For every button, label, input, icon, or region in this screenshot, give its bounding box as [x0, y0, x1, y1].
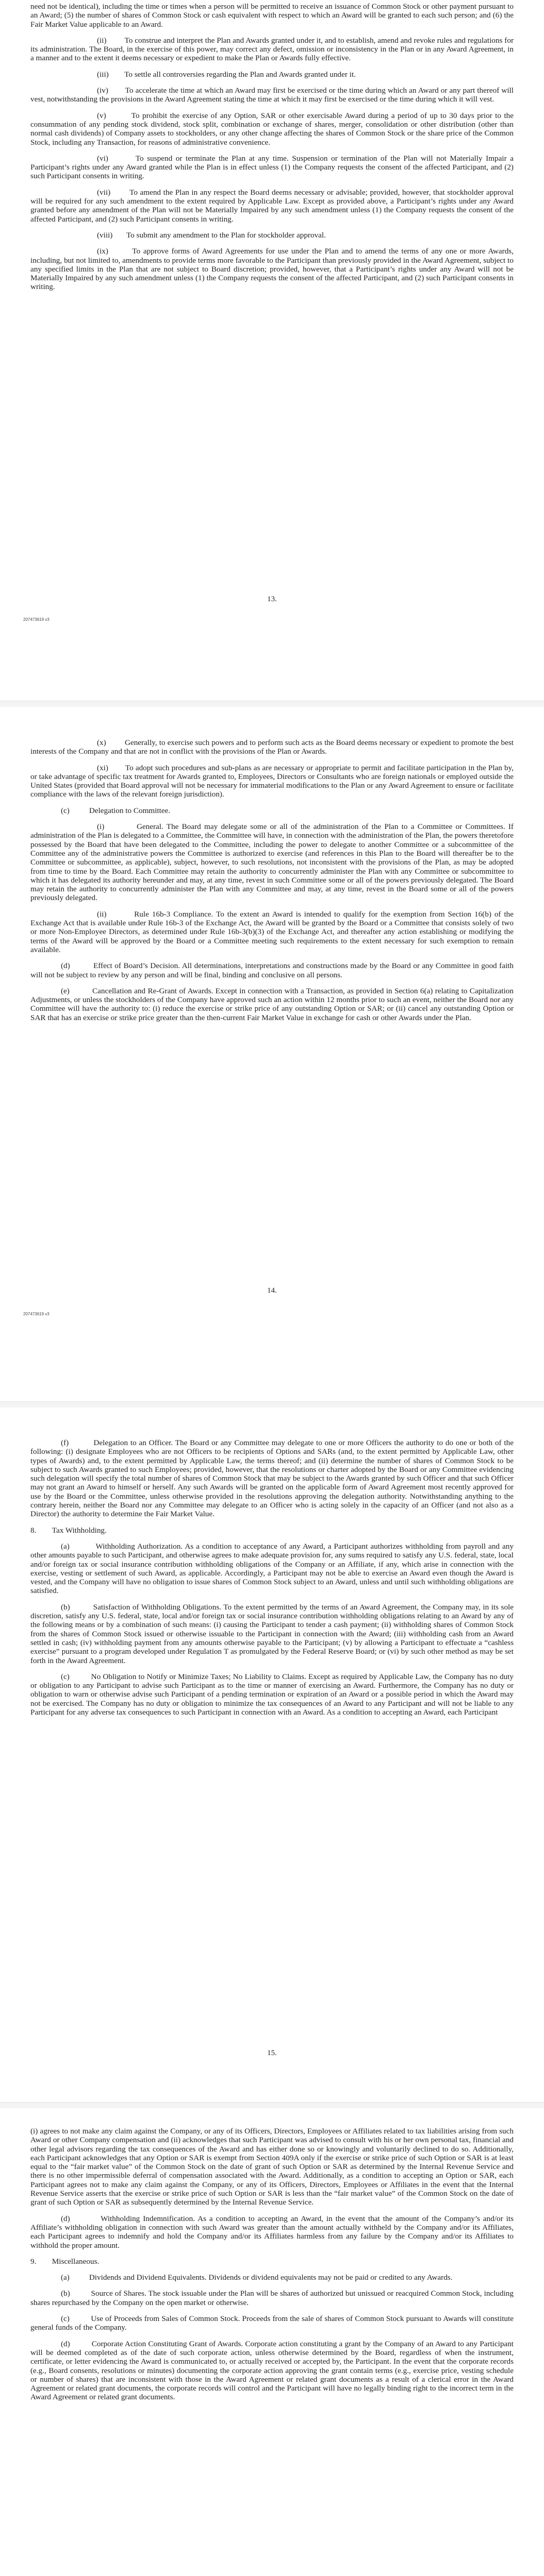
- paragraph: 8. Tax Withholding.: [30, 1526, 107, 1535]
- paragraph: (d) Effect of Board’s Decision. All determinations, interpretations and constructions made by the Board or any Committee in good faith will not be subject to review by any person and will be final, binding and conclusive on all persons.: [30, 961, 514, 979]
- paragraph: (ii) To construe and interpret the Plan and Awards granted under it, and to establish, amend and revoke rules and regulations for its administration. The Board, in the exercise of this power, may correct any defect, omission or inconsistency in the Plan or in any Award Agreement, in a manner and to the extent it deems necessary or expedient to make the Plan or Awards fully effective.: [30, 36, 514, 63]
- paragraph: (v) To prohibit the exercise of any Option, SAR or other exercisable Award during a period of up to 30 days prior to the consummation of any pending stock dividend, stock split, combination or exchange of shares, merger, consolidation or other distribution (other than normal cash dividends) of Company assets to stockholders, or any other change affecting the shares of Common Stock or the share price of the Common Stock, including any Transaction, for reasons of administrative convenience.: [30, 111, 514, 147]
- document-id: 207473619 v3: [23, 617, 50, 622]
- paragraph: (d) Corporate Action Constituting Grant of Awards. Corporate action constituting a grant by the Company of an Award to any Participant will be deemed completed as of the date of such corporate action, unless otherwise determined by the Board, regardless of when the instrument, certificate, or letter evidencing the Award is communicated to, or actually received or accepted by, the Participant. In the event that the corporate records (e.g., Board consents, resolutions or minutes) documenting the corporate action approving the grant contain terms (e.g., exercise price, vesting schedule or number of shares) that are inconsistent with those in the Award Agreement or related grant documents as a result of a clerical error in the Award Agreement or related grant documents, the corporate records will control and the Participant will have no legally binding right to the incorrect term in the Award Agreement or related grant documents.: [30, 2339, 514, 2402]
- paragraph: (c) Use of Proceeds from Sales of Common Stock. Proceeds from the sale of shares of Common Stock pursuant to Awards will constitute general funds of the Company.: [30, 2314, 514, 2332]
- paragraph: (b) Source of Shares. The stock issuable under the Plan will be shares of authorized but unissued or reacquired Common Stock, including shares repurchased by the Company on the open market or otherwise.: [30, 2289, 514, 2307]
- paragraph: 9. Miscellaneous.: [30, 2257, 100, 2266]
- paragraph: (c) No Obligation to Notify or Minimize Taxes; No Liability to Claims. Except as required by Applicable Law, the Company has no duty or obligation to any Participant to advise such Participant as to the time or manner of exercising an Award. Furthermore, the Company has no duty or obligation to warn or otherwise advise such Participant of a pending termination or expiration of an Award or a possible period in which the Award may not be exercised. The Company has no duty or obligation to minimize the tax consequences of an Award to any Participant and will not be liable to any Participant for any adverse tax consequences to such Participant in connection with an Award. As a condition to accepting an Award, each Participant: [30, 1672, 514, 1717]
- page-16-body: [30, 2127, 514, 2409]
- page-13: [0, 0, 544, 703]
- paragraph: (d) Withholding Indemnification. As a condition to accepting an Award, in the event that the amount of the Company’s and/or its Affiliate’s withholding obligation in connection with such Award was greater than the amount actually withheld by the Company and/or its Affiliates, each Participant agrees to indemnify and hold the Company and/or its Affiliates harmless from any failure by the Company and/or its Affiliates to withhold the proper amount.: [30, 2214, 514, 2250]
- paragraph: (vi) To suspend or terminate the Plan at any time. Suspension or termination of the Plan will not Materially Impair a Participant’s rights under any Award granted while the Plan is in effect unless (1) the Company requests the consent of the affected Participant, and (2) such Participant consents in writing.: [30, 154, 514, 181]
- page-16: [0, 2108, 544, 2576]
- paragraph: (iv) To accelerate the time at which an Award may first be exercised or the time during which an Award or any part thereof will vest, notwithstanding the provisions in the Award Agreement stating the time at which it may first be exercised or the time during which it will vest.: [30, 86, 514, 104]
- page-15: [0, 1408, 544, 2111]
- paragraph: (f) Delegation to an Officer. The Board or any Committee may delegate to one or more Officers the authority to do one or both of the following: (i) designate Employees who are not Officers to be recipients of Options and SARs (and, to the extent permitted by Applicable Law, other types of Awards) and, to the extent permitted by Applicable Law, the terms thereof; and (ii) determine the number of shares of Common Stock to be subject to such Awards granted to such Employees; provided, however, that the resolutions or charter adopted by the Board or any Committee evidencing such delegation will specify the total number of shares of Common Stock that may be subject to the Awards granted by such Officer and that such Officer may not grant an Award to himself or herself. Any such Awards will be granted on the applicable form of Award Agreement most recently approved for use by the Board or the Committee, unless otherwise provided in the resolutions approving the delegation authority. Notwithstanding anything to the contrary herein, neither the Board nor any Committee may delegate to an Officer who is acting solely in the capacity of an Officer (and not also as a Director) the authority to determine the Fair Market Value.: [30, 1438, 514, 1519]
- paragraph: (xi) To adopt such procedures and sub-plans as are necessary or appropriate to permit and facilitate participation in the Plan by, or take advantage of specific tax treatment for Awards granted to, Employees, Directors or Consultants who are foreign nationals or employed outside the United States (provided that Board approval will not be necessary for immaterial modifications to the Plan or any Award Agreement to ensure or facilitate compliance with the laws of the relevant foreign jurisdiction).: [30, 763, 514, 799]
- page-13-body: [30, 2, 514, 299]
- page-14: [0, 707, 544, 1410]
- paragraph: (a) Dividends and Dividend Equivalents. Dividends or dividend equivalents may not be paid or credited to any Awards.: [61, 2273, 453, 2282]
- paragraph: (c) Delegation to Committee.: [61, 806, 171, 815]
- paragraph: (i) agrees to not make any claim against the Company, or any of its Officers, Directors, Employees or Affiliates related to tax liabilities arising from such Award or other Company compensation and (ii) acknowledges that such Participant was advised to consult with his or her own personal tax, financial and other legal advisors regarding the tax consequences of the Award and has either done so or knowingly and voluntarily declined to do so. Additionally, each Participant acknowledges that any Option or SAR is exempt from Section 409A only if the exercise or strike price of such Option or SAR is at least equal to the “fair market value” of the Common Stock on the date of grant of such Option or SAR as determined by the Internal Revenue Service and there is no other impermissible deferral of compensation associated with the Award. Additionally, as a condition to accepting an Option or SAR, each Participant agrees not to make any claim against the Company, or any of its Officers, Directors, Employees or Affiliates in the event that the Internal Revenue Service asserts that the exercise or strike price of such Option or SAR is less than the “fair market value” of the Common Stock on the date of grant of such Option or SAR as subsequently determined by the Internal Revenue Service.: [30, 2127, 514, 2207]
- page-number: 14.: [267, 1286, 277, 1295]
- paragraph: (viii) To submit any amendment to the Plan for stockholder approval.: [97, 230, 326, 240]
- document-id: 207473619 v3: [23, 1312, 50, 1316]
- paragraph: (x) Generally, to exercise such powers and to perform such acts as the Board deems necessary or expedient to promote the best interests of the Company and that are not in conflict with the provisions of the Plan or Awards.: [30, 738, 514, 756]
- paragraph: need not be identical), including the time or times when a person will be permitted to receive an issuance of Common Stock or other payment pursuant to an Award; (5) the number of shares of Common Stock or cash equivalent with respect to which an Award will be granted to each such person; and (6) the Fair Market Value applicable to an Award.: [30, 2, 514, 29]
- page-15-body: [30, 1438, 514, 1724]
- paragraph: (ii) Rule 16b-3 Compliance. To the extent an Award is intended to qualify for the exemption from Section 16(b) of the Exchange Act that is available under Rule 16b-3 of the Exchange Act, the Award will be granted by the Board or a Committee that consists solely of two or more Non-Employee Directors, as determined under Rule 16b-3(b)(3) of the Exchange Act, and thereafter any action establishing or modifying the terms of the Award will be approved by the Board or a Committee meeting such requirements to the extent necessary for such exemption to remain available.: [30, 909, 514, 954]
- paragraph: (i) General. The Board may delegate some or all of the administration of the Plan to a Committee or Committees. If administration of the Plan is delegated to a Committee, the Committee will have, in connection with the administration of the Plan, the powers theretofore possessed by the Board that have been delegated to the Committee, including the power to delegate to another Committee or a subcommittee of the Committee any of the administrative powers the Committee is authorized to exercise (and references in this Plan to the Board will thereafter be to the Committee or subcommittee, as applicable), subject, however, to such resolutions, not inconsistent with the provisions of the Plan, as may be adopted from time to time by the Board. Each Committee may retain the authority to concurrently administer the Plan with any Committee or subcommittee to which it has delegated its authority hereunder and may, at any time, revest in such Committee some or all of the powers previously delegated. The Board may retain the authority to concurrently administer the Plan with any Committee and may, at any time, revest in the Board some or all of the powers previously delegated.: [30, 822, 514, 903]
- paragraph: (a) Withholding Authorization. As a condition to acceptance of any Award, a Participant authorizes withholding from payroll and any other amounts payable to such Participant, and otherwise agrees to make adequate provision for, any sums required to satisfy any U.S. federal, state, local and/or foreign tax or social insurance contribution withholding obligations of the Company or an Affiliate, if any, which arise in connection with the exercise, vesting or settlement of such Award, as applicable. Accordingly, a Participant may not be able to exercise an Award even though the Award is vested, and the Company will have no obligation to issue shares of Common Stock subject to an Award, unless and until such withholding obligations are satisfied.: [30, 1541, 514, 1596]
- page-14-body: [30, 738, 514, 1029]
- paragraph: (ix) To approve forms of Award Agreements for use under the Plan and to amend the terms of any one or more Awards, including, but not limited to, amendments to provide terms more favorable to the Participant than previously provided in the Award Agreement, subject to any specified limits in the Plan that are not subject to Board discretion; provided, however, that a Participant’s rights under any Award will not be Materially Impaired by any such amendment unless (1) the Company requests the consent of the affected Participant, and (2) such Participant consents in writing.: [30, 247, 514, 292]
- paragraph: (b) Satisfaction of Withholding Obligations. To the extent permitted by the terms of an Award Agreement, the Company may, in its sole discretion, satisfy any U.S. federal, state, local and/or foreign tax or social insurance contribution withholding obligations relating to an Award by any of the following means or by a combination of such means: (i) causing the Participant to tender a cash payment; (ii) withholding shares of Common Stock from the shares of Common Stock issued or otherwise issuable to the Participant in connection with the Award; (iii) withholding cash from an Award settled in cash; (iv) withholding payment from any amounts otherwise payable to the Participant; (v) by allowing a Participant to effectuate a “cashless exercise” pursuant to a program developed under Regulation T as promulgated by the Federal Reserve Board; or (vi) by such other method as may be set forth in the Award Agreement.: [30, 1602, 514, 1665]
- paragraph: (vii) To amend the Plan in any respect the Board deems necessary or advisable; provided, however, that stockholder approval will be required for any such amendment to the extent required by Applicable Law. Except as provided above, a Participant’s rights under any Award granted before any amendment of the Plan will not be Materially Impaired by any such amendment unless (1) the Company requests the consent of the affected Participant, and (2) such Participant consents in writing.: [30, 188, 514, 224]
- paragraph: (iii) To settle all controversies regarding the Plan and Awards granted under it.: [97, 70, 356, 79]
- page-number: 15.: [267, 2049, 277, 2057]
- page-number: 13.: [267, 595, 277, 603]
- paragraph: (e) Cancellation and Re-Grant of Awards. Except in connection with a Transaction, as provided in Section 6(a) relating to Capitalization Adjustments, or unless the stockholders of the Company have approved such an action within 12 months prior to such an event, neither the Board nor any Committee will have the authority to: (i) reduce the exercise or strike price of any outstanding Option or SAR; or (ii) cancel any outstanding Option or SAR that has an exercise or strike price greater than the then-current Fair Market Value in exchange for cash or other Awards under the Plan.: [30, 986, 514, 1022]
